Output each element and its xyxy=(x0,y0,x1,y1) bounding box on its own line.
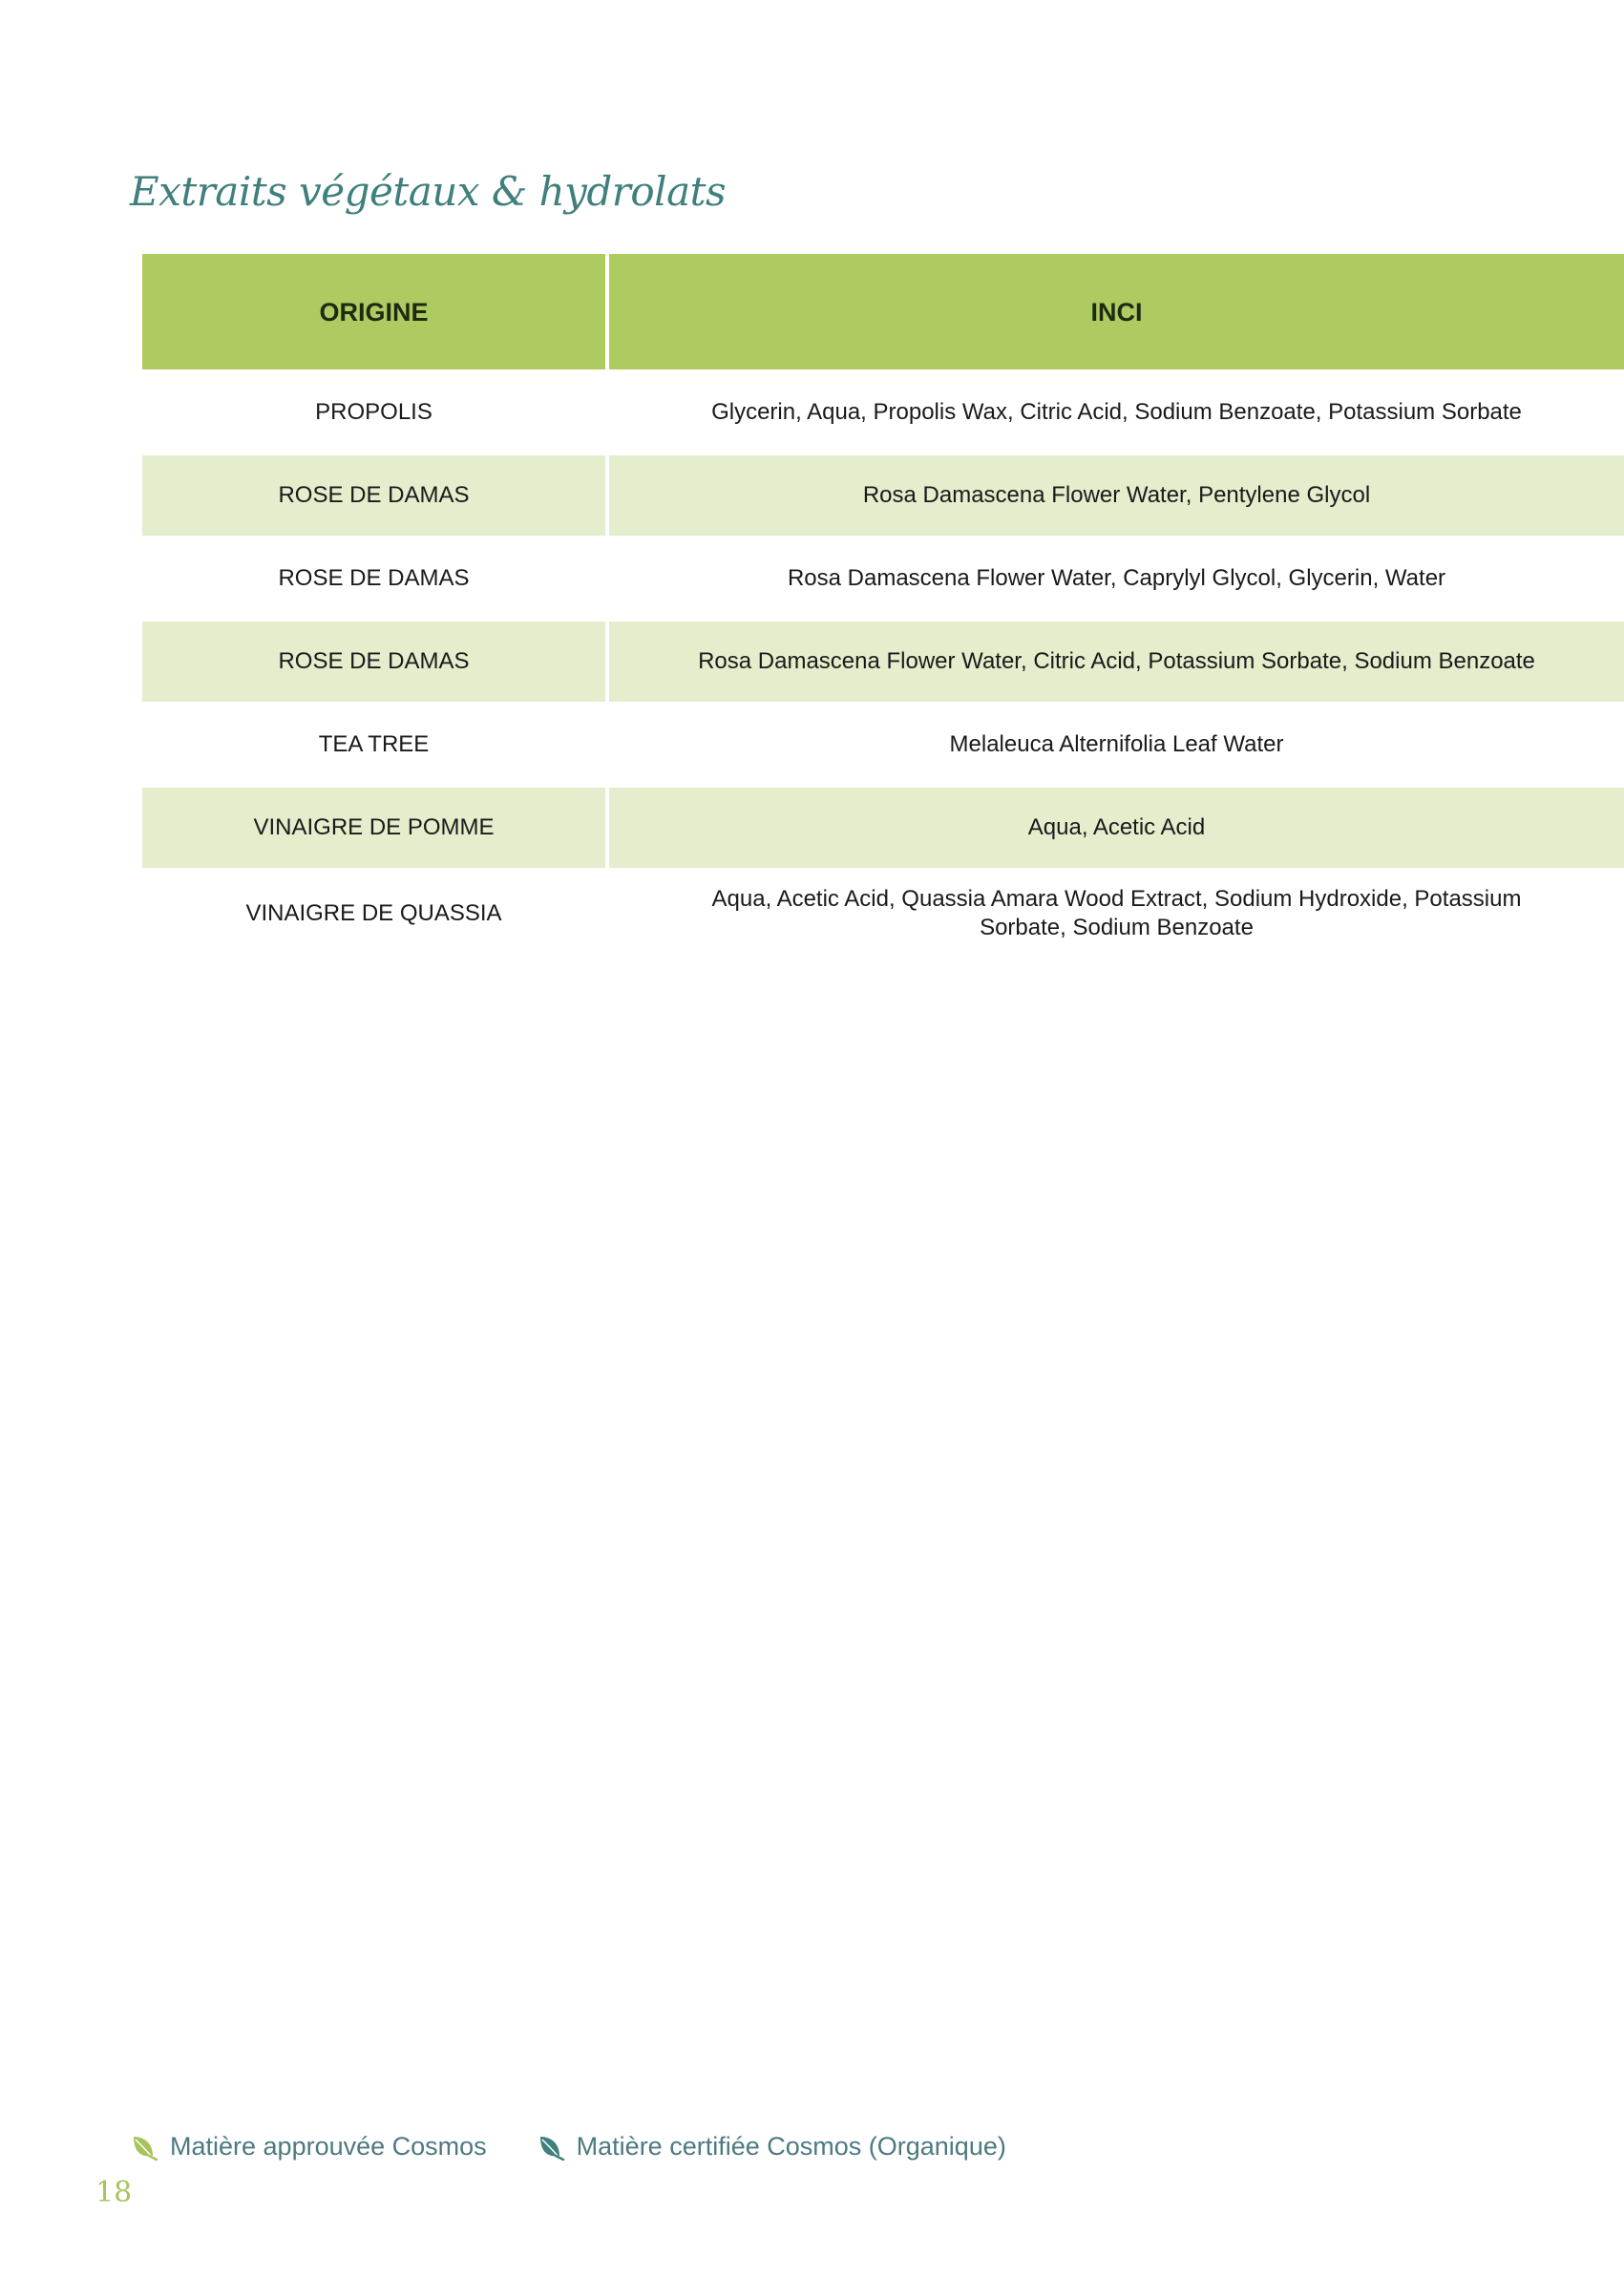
table-row xyxy=(142,619,1624,702)
inci-cell: Rosa Damascena Flower Water, Pentylene Glycol xyxy=(605,455,1624,536)
origin-cell: ROSE DE DAMAS xyxy=(278,648,470,674)
column-header-inci: INCI xyxy=(605,254,1624,369)
table-row xyxy=(142,369,1624,453)
origin-cell: VINAIGRE DE POMME xyxy=(253,814,495,840)
column-header-origin: ORIGINE xyxy=(319,297,429,327)
page-number: 18 xyxy=(95,2176,133,2209)
table-row xyxy=(142,868,1624,957)
origin-cell: ROSE DE DAMAS xyxy=(278,565,470,591)
origin-cell: TEA TREE xyxy=(318,731,430,757)
table-row xyxy=(142,536,1624,619)
table-row xyxy=(142,453,1624,536)
inci-cell: Aqua, Acetic Acid, Quassia Amara Wood Extract, Sodium Hydroxide, Potassium Sorbate, Sodium Benzoate xyxy=(605,871,1624,957)
table-row xyxy=(142,785,1624,868)
origin-cell: ROSE DE DAMAS xyxy=(278,482,470,508)
legend-label-certified: Matière certifiée Cosmos (Organique) xyxy=(576,2131,1006,2161)
table-row xyxy=(142,702,1624,785)
ingredients-table xyxy=(142,254,1624,957)
inci-cell: Melaleuca Alternifolia Leaf Water xyxy=(605,705,1624,785)
origin-cell: PROPOLIS xyxy=(315,399,432,425)
legend-label-approved: Matière approuvée Cosmos xyxy=(170,2131,487,2161)
leaf-icon xyxy=(130,2131,158,2162)
leaf-icon xyxy=(537,2131,565,2162)
inci-cell: Rosa Damascena Flower Water, Citric Acid, Potassium Sorbate, Sodium Benzoate xyxy=(605,622,1624,702)
inci-cell: Rosa Damascena Flower Water, Caprylyl Glycol, Glycerin, Water xyxy=(605,538,1624,619)
inci-cell: Glycerin, Aqua, Propolis Wax, Citric Acid, Sodium Benzoate, Potassium Sorbate xyxy=(605,372,1624,453)
origin-cell: VINAIGRE DE QUASSIA xyxy=(245,900,502,926)
section-title: Extraits végétaux & hydrolats xyxy=(130,168,727,215)
legend-item-certified xyxy=(537,2131,1006,2162)
inci-cell: Aqua, Acetic Acid xyxy=(605,788,1624,868)
legend-item-approved xyxy=(130,2131,487,2162)
legend xyxy=(130,2131,1006,2162)
table-header-row xyxy=(142,254,1624,369)
